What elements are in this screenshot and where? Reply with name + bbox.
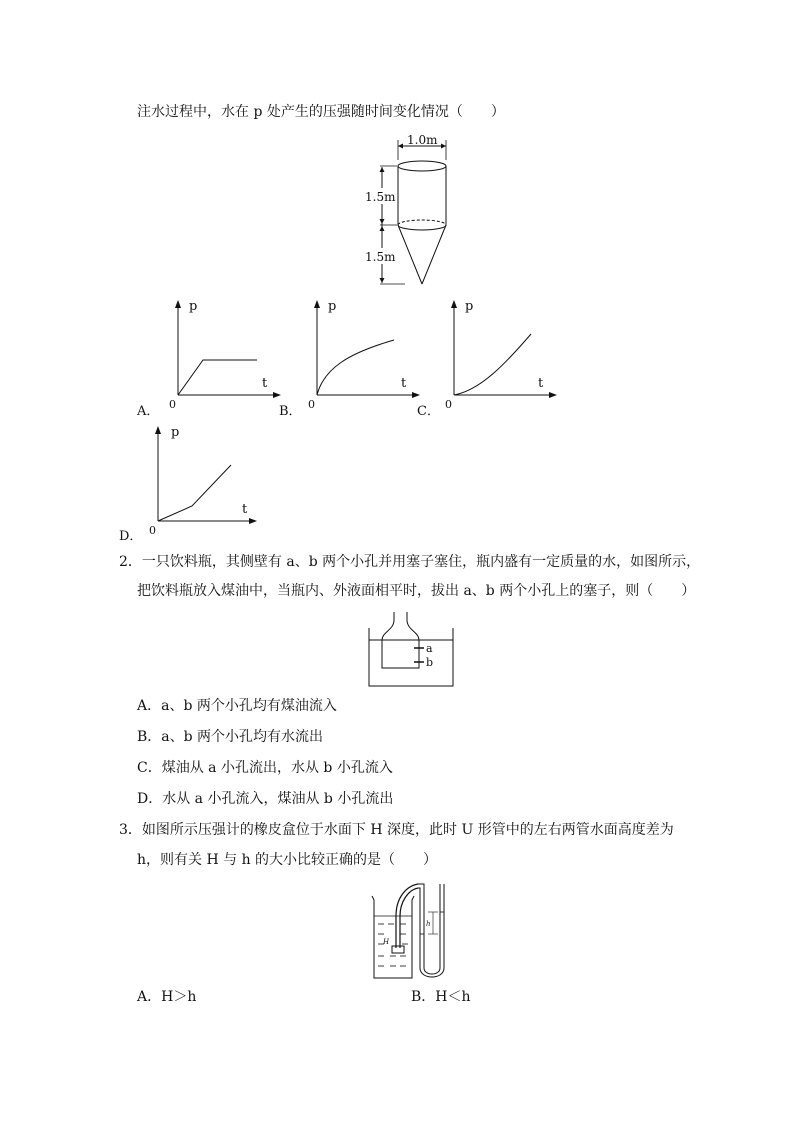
y-axis-label: p <box>465 299 474 314</box>
graph-option-d: D． <box>119 529 143 544</box>
height-h-label: h <box>426 920 431 928</box>
q2-option-a: A．a、b 两个小孔均有煤油流入 <box>137 698 337 714</box>
depth-H-label: H <box>383 938 390 946</box>
lower-height-label: 1.5m <box>365 250 396 264</box>
graph-option-b: B． <box>279 404 302 419</box>
hole-b-label: b <box>426 656 434 669</box>
origin-label: 0 <box>308 398 315 411</box>
q2-stem-line1: 2．一只饮料瓶，其侧壁有 a、b 两个小孔并用塞子塞住，瓶内盛有一定质量的水，如图所示， <box>119 554 701 570</box>
graph-c <box>441 298 561 410</box>
width-label: 1.0m <box>407 133 438 147</box>
y-axis-label: p <box>189 299 198 314</box>
x-axis-label: t <box>401 376 407 391</box>
graph-d <box>145 424 265 536</box>
y-axis-label: p <box>171 425 180 440</box>
q2-bottle-figure <box>367 610 457 690</box>
x-axis-label: t <box>538 376 544 391</box>
q3-stem-line2: h，则有关 H 与 h 的大小比较正确的是（ ） <box>137 852 438 868</box>
q2-stem-line2: 把饮料瓶放入煤油中，当瓶内、外液面相平时，拔出 a、b 两个小孔上的塞子，则（ ） <box>137 583 696 599</box>
q2-option-d: D．水从 a 小孔流入，煤油从 b 小孔流出 <box>137 791 394 807</box>
x-axis-label: t <box>242 502 248 517</box>
q1-stem: 注水过程中，水在 p 处产生的压强随时间变化情况（ ） <box>137 104 505 120</box>
x-axis-label: t <box>262 376 268 391</box>
q3-stem-line1: 3．如图所示压强计的橡皮盒位于水面下 H 深度，此时 U 形管中的左右两管水面高度差为 <box>119 822 674 838</box>
origin-label: 0 <box>445 398 452 411</box>
graph-option-a: A． <box>137 404 160 419</box>
hole-a-label: a <box>426 642 433 655</box>
q2-option-c: C．煤油从 a 小孔流出，水从 b 小孔流入 <box>137 760 393 776</box>
origin-label: 0 <box>169 398 176 411</box>
origin-label: 0 <box>149 524 156 537</box>
q1-container-figure <box>355 130 475 290</box>
q3-option-b: B．H＜h <box>411 989 471 1005</box>
y-axis-label: p <box>328 299 337 314</box>
q3-manometer-figure <box>366 878 448 982</box>
q3-option-a: A．H＞h <box>137 989 197 1005</box>
q2-option-b: B．a、b 两个小孔均有水流出 <box>137 729 324 745</box>
upper-height-label: 1.5m <box>365 190 396 204</box>
graph-b <box>304 298 424 410</box>
graph-a <box>165 298 285 410</box>
graph-option-c: C． <box>417 404 440 419</box>
